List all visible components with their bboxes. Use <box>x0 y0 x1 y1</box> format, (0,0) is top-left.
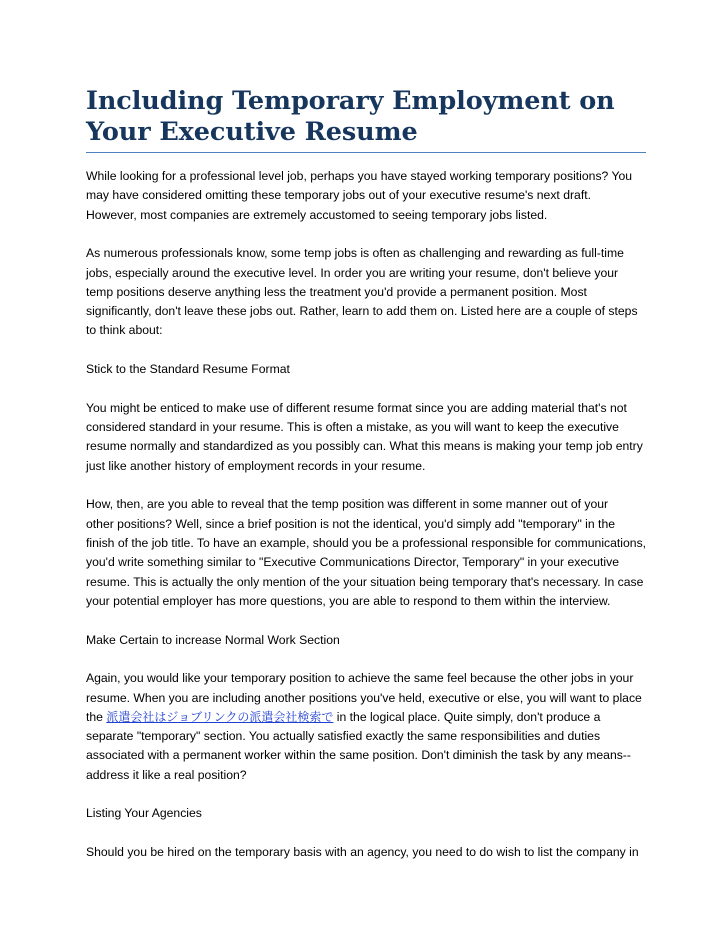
title-line-2: Your Executive Resume <box>86 117 418 147</box>
document-page <box>86 86 646 882</box>
text-line: jobs, especially around the executive level. In order you are writing your resume, don't believe your <box>86 265 619 280</box>
heading-text: Stick to the Standard Resume Format <box>86 362 290 377</box>
section-heading-agencies <box>86 804 646 823</box>
section-heading-standard-format <box>86 360 646 379</box>
text-line: just like another history of employment records in your resume. <box>86 458 426 473</box>
text-line: resume. This is actually the only mention of the your situation being temporary that's necessary. In case <box>86 574 644 589</box>
text-line: As numerous professionals know, some temp jobs is often as challenging and rewarding as full-time <box>86 246 624 261</box>
paragraph-reveal <box>86 495 646 611</box>
text-line: separate "temporary" section. You actually satisfied exactly the same responsibilities and duties <box>86 729 601 744</box>
text-line: you'd write something similar to "Executive Communications Director, Temporary" in your executive <box>86 555 619 570</box>
heading-text: Make Certain to increase Normal Work Section <box>86 632 340 647</box>
text-line: may have considered omitting these temporary jobs out of your executive resume's next draft. <box>86 188 591 203</box>
staffing-agency-link[interactable]: 派遣会社はジョブリンクの派遣会社検索で <box>106 709 334 724</box>
text-fragment: in the logical place. Quite simply, don't produce a <box>333 709 601 724</box>
text-line: However, most companies are extremely accustomed to seeing temporary jobs listed. <box>86 207 548 222</box>
text-line: considered standard in your resume. This is often a mistake, as you will want to keep the executive <box>86 420 619 435</box>
text-line: temp positions deserve anything less the treatment you'd provide a permanent position. Most <box>86 284 587 299</box>
text-line: your potential employer has more questions, you are able to respond to them within the interview. <box>86 593 611 608</box>
paragraph-professionals <box>86 244 646 340</box>
document-body <box>86 167 646 862</box>
paragraph-format <box>86 399 646 476</box>
text-line-with-link <box>86 708 646 727</box>
text-line: How, then, are you able to reveal that the temp position was different in some manner out of your <box>86 497 609 512</box>
paragraph-work-section <box>86 669 646 785</box>
text-line: resume normally and standardized as you possibly can. What this means is making your temp job entry <box>86 439 643 454</box>
text-line: Again, you would like your temporary position to achieve the same feel because the other jobs in your <box>86 671 634 686</box>
text-line: associated with a permanent worker within the same position. Don't diminish the task by any means-- <box>86 748 631 763</box>
text-line: While looking for a professional level job, perhaps you have stayed working temporary positions? You <box>86 169 633 183</box>
text-line: You might be enticed to make use of different resume format since you are adding material that's not <box>86 400 627 415</box>
paragraph-intro <box>86 167 646 225</box>
heading-text: Listing Your Agencies <box>86 806 202 821</box>
text-line: finish of the job title. To have an example, should you be a professional responsible for communications, <box>86 536 647 551</box>
paragraph-agencies <box>86 843 646 862</box>
section-heading-work-section <box>86 631 646 650</box>
text-line: address it like a real position? <box>86 767 247 782</box>
title-line-1: Including Temporary Employment on <box>86 86 615 116</box>
text-line: to think about: <box>86 323 163 338</box>
text-line: resume. When you are including another positions you've held, executive or else, you will want to place <box>86 690 642 705</box>
text-line: Should you be hired on the temporary basis with an agency, you need to do wish to list the company in <box>86 845 639 860</box>
document-title <box>86 86 646 153</box>
text-fragment: the <box>86 709 107 724</box>
text-line: other positions? Well, since a brief position is not the identical, you'd simply add "temporary" in the <box>86 516 615 531</box>
text-line: significantly, don't leave these jobs out. Rather, learn to add them on. Listed here are a couple of steps <box>86 304 638 319</box>
